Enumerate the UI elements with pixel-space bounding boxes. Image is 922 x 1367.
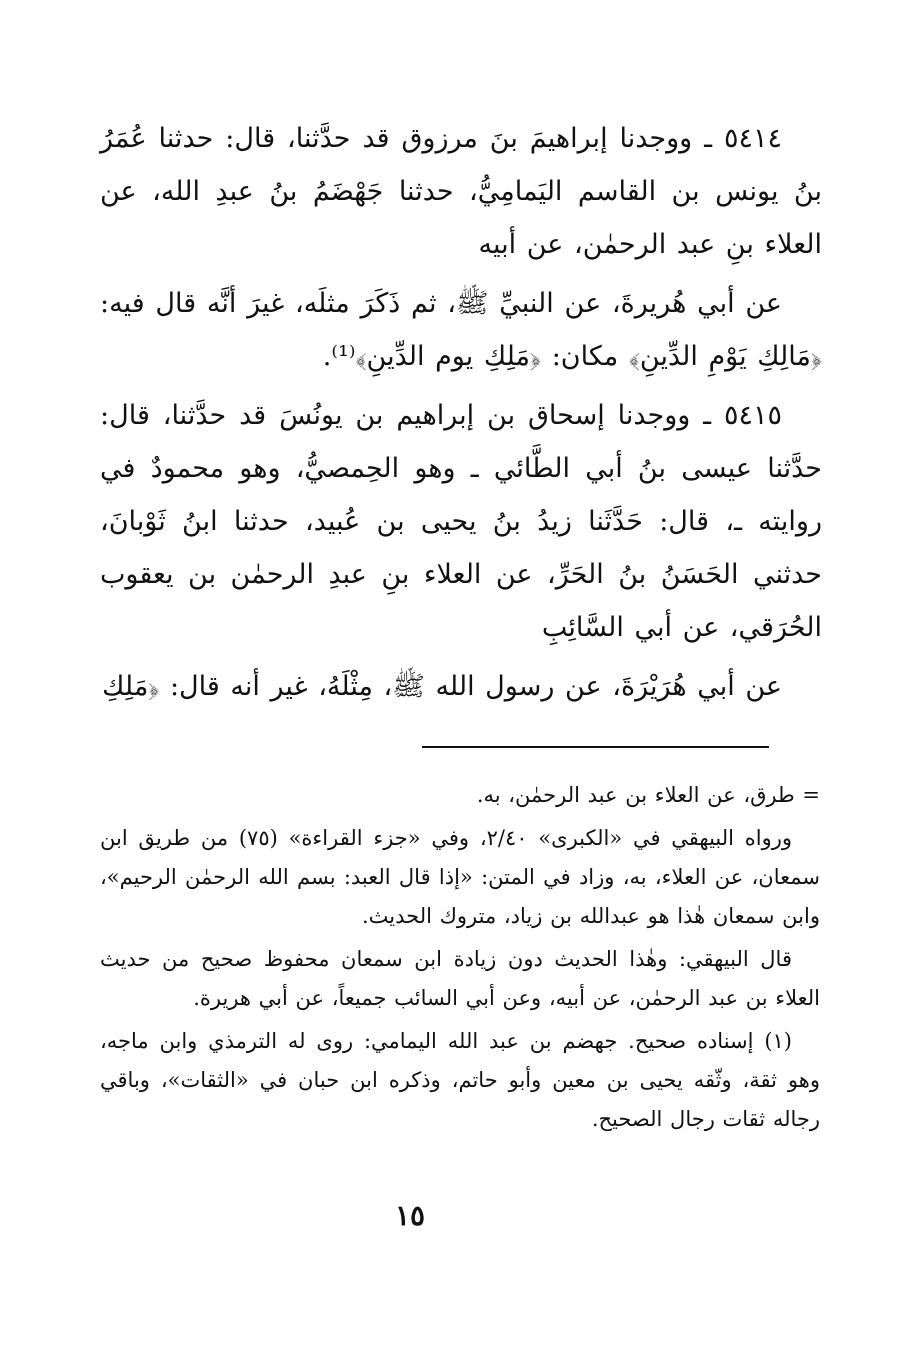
main-text bbox=[100, 112, 822, 719]
hadith-5415-matn: عن أبي هُرَيْرَةَ، عن رسول الله ﷺ، مِثْلَهُ، غير أنه قال: ﴿مَلِكِ bbox=[102, 671, 782, 702]
hadith-5415-isnad: ٥٤١٥ ـ ووجدنا إسحاق بن إبراهيم بن يونُسَ قد حدَّثنا، قال: حدَّثنا عيسى بنُ أبي الطَّائي ـ وهو الحِمصيُّ، وهو محمودٌ في روايته ـ، قال: حَدَّثَنا زيدُ بنُ يحيى بن عُبيد، حدثنا ابنُ ثَوْبانَ، حدثني الحَسَنُ بنُ الحَرِّ، عن العلاء بنِ عبدِ الرحمٰن بن يعقوب الحُرَقي، عن أبي السَّائِبِ bbox=[100, 400, 822, 643]
page-number: ١٥ bbox=[394, 1199, 426, 1232]
footnote-paragraph: ورواه البيهقي في «الكبرى» ٢/٤٠، وفي «جزء القراءة» (٧٥) من طريق ابن سمعان، عن العلاء، به، وزاد في المتن: «إذا قال العبد: بسم الله الرحمٰن الرحيم»، وابن سمعان هٰذا هو عبدالله بن زياد، متروك الحديث. bbox=[100, 826, 820, 928]
footnote-paragraph: قال البيهقي: وهٰذا الحديث دون زيادة ابن سمعان محفوظ صحيح من حديث العلاء بن عبد الرحمٰن، عن أبيه، وعن أبي السائب جميعاً، عن أبي هريرة. bbox=[100, 947, 820, 1010]
footnote-divider bbox=[422, 746, 769, 748]
hadith-5414-matn: عن أبي هُريرةَ، عن النبيِّ ﷺ، ثم ذَكَرَ مثلَه، غيرَ أنَّه قال فيه: ﴿مَالِكِ يَوْمِ الدِّينِ﴾ مكان: ﴿مَلِكِ يوم الدِّينِ﴾⁽¹⁾. bbox=[100, 288, 822, 372]
hadith-5414-isnad: ٥٤١٤ ـ ووجدنا إبراهيمَ بنَ مرزوق قد حدَّثنا، قال: حدثنا عُمَرُ بنُ يونس بن القاسم اليَمامِيُّ، حدثنا جَهْضَمُ بنُ عبدِ الله، عن العلاء بنِ عبد الرحمٰن، عن أبيه bbox=[100, 123, 822, 260]
footnotes bbox=[100, 776, 820, 1143]
footnote-1: (١) إسناده صحيح. جهضم بن عبد الله اليمامي: روى له الترمذي وابن ماجه، وهو ثقة، وثّقه يحيى بن معين وأبو حاتم، وذكره ابن حبان في «الثقات»، وباقي رجاله ثقات رجال الصحيح. bbox=[100, 1029, 820, 1131]
footnote-continuation: = طرق، عن العلاء بن عبد الرحمٰن، به. bbox=[476, 783, 820, 807]
